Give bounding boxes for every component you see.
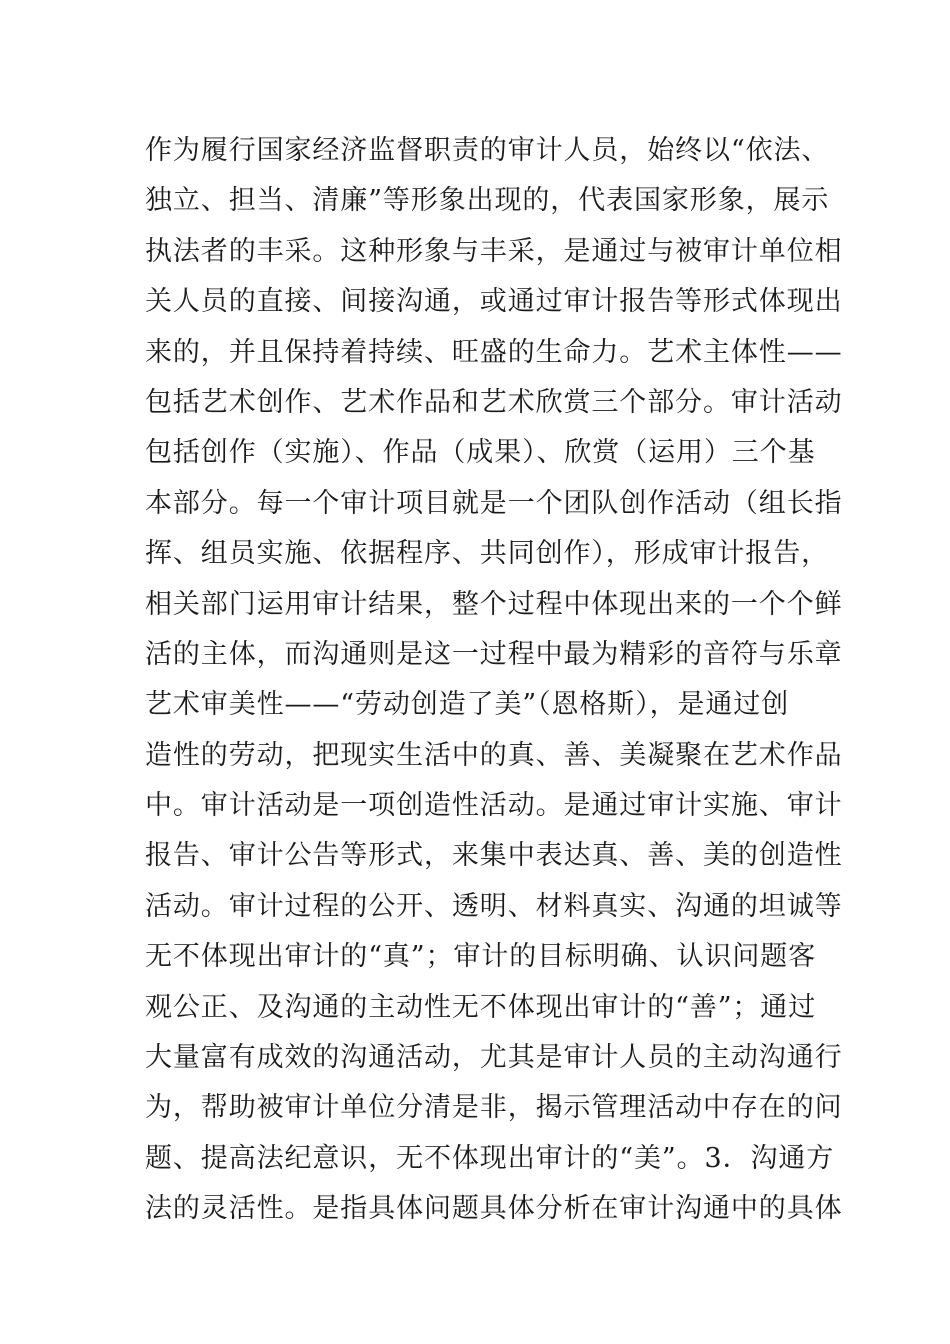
text-line-12: 艺术审美性——“劳动创造了美”（恩格斯），是通过创: [145, 689, 790, 721]
text-line-9: 挥、组员实施、依据程序、共同创作），形成审计报告，: [145, 538, 829, 570]
text-line-13: 造性的劳动，把现实生活中的真、善、美凝聚在艺术作品: [145, 739, 843, 771]
text-line-22: 法的灵活性。是指具体问题具体分析在审计沟通中的具体: [145, 1193, 843, 1225]
text-line-7: 包括创作（实施）、作品（成果）、欣赏（运用）三个基: [145, 437, 816, 469]
text-line-21: 题、提高法纪意识，无不体现出审计的“美”。3．沟通方: [145, 1142, 835, 1174]
text-line-11: 活的主体，而沟通则是这一过程中最为精彩的音符与乐章: [145, 638, 843, 670]
text-line-4: 关人员的直接、间接沟通，或通过审计报告等形式体现出: [145, 286, 843, 318]
text-line-18: 观公正、及沟通的主动性无不体现出审计的“善”；通过: [145, 991, 817, 1023]
text-line-19: 大量富有成效的沟通活动，尤其是审计人员的主动沟通行: [145, 1042, 843, 1074]
body-text: [145, 126, 843, 1235]
text-line-10: 相关部门运用审计结果，整个过程中体现出来的一个个鲜: [145, 588, 843, 620]
text-line-6: 包括艺术创作、艺术作品和艺术欣赏三个部分。审计活动: [145, 386, 843, 418]
text-line-20: 为，帮助被审计单位分清是非，揭示管理活动中存在的问: [145, 1092, 843, 1124]
text-line-8: 本部分。每一个审计项目就是一个团队创作活动（组长指: [145, 487, 843, 519]
text-line-1: 作为履行国家经济监督职责的审计人员，始终以“依法、: [145, 135, 830, 166]
text-line-3: 执法者的丰采。这种形象与丰采，是通过与被审计单位相: [145, 235, 843, 267]
text-line-15: 报告、审计公告等形式，来集中表达真、善、美的创造性: [145, 840, 843, 872]
text-line-16: 活动。审计过程的公开、透明、材料真实、沟通的坦诚等: [145, 890, 843, 922]
text-line-2: 独立、担当、清廉”等形象出现的，代表国家形象，展示: [145, 185, 830, 217]
text-line-17: 无不体现出审计的“真”；审计的目标明确、认识问题客: [145, 941, 817, 973]
text-line-14: 中。审计活动是一项创造性活动。是通过审计实施、审计: [145, 790, 843, 822]
text-line-5: 来的，并且保持着持续、旺盛的生命力。艺术主体性——: [145, 336, 843, 368]
